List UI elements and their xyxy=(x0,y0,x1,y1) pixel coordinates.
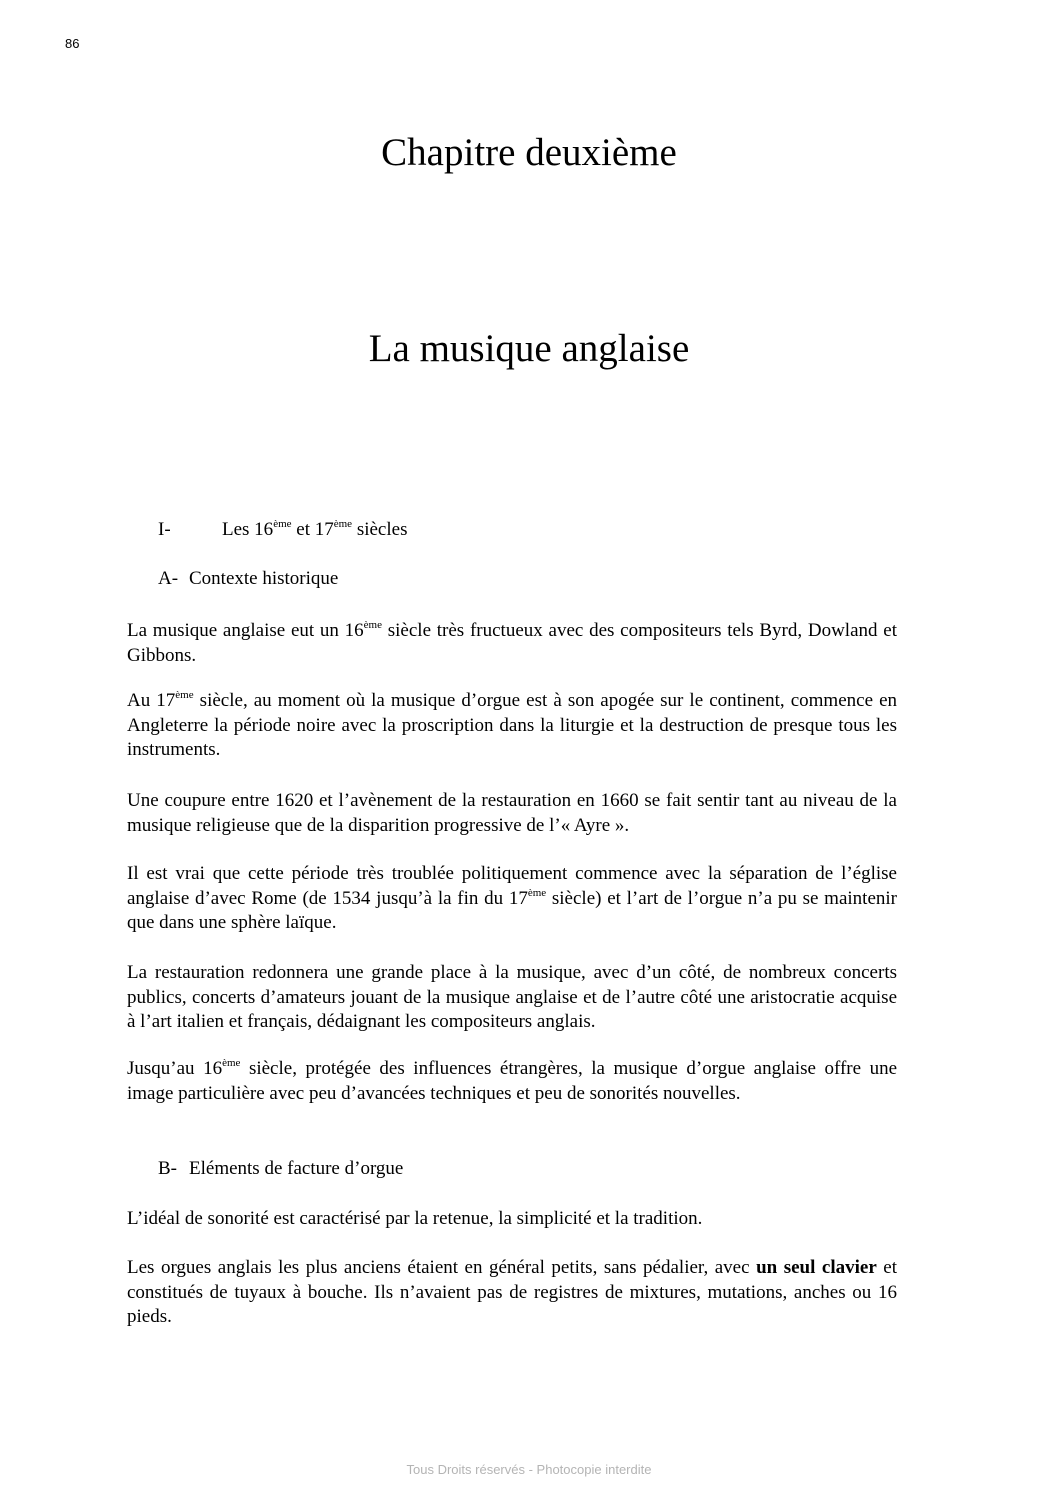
subsection-heading-a xyxy=(158,567,338,591)
paragraph-4 xyxy=(127,862,897,936)
paragraph-text: siècle, protégée des influences étrangères, la musique d’orgue anglaise offre une image particulière avec peu d’avancées techniques et peu de sonorités nouvelles. xyxy=(127,1058,897,1104)
superscript: ème xyxy=(333,518,353,530)
paragraph-text: et constitués de tuyaux à bouche. Ils n’avaient pas de registres de mixtures, mutations, anches ou 16 pieds. xyxy=(127,1257,897,1327)
paragraph-3: Une coupure entre 1620 et l’avènement de la restauration en 1660 se fait sentir tant au niveau de la musique religieuse que de la disparition progressive de l’« Ayre ». xyxy=(127,790,897,836)
paragraph-7: L’idéal de sonorité est caractérisé par la retenue, la simplicité et la tradition. xyxy=(127,1208,703,1229)
paragraph-text: siècle) et l’art de l’orgue n’a pu se maintenir que dans une sphère laïque. xyxy=(127,887,897,933)
paragraph-text: Les orgues anglais les plus anciens étaient en général petits, sans pédalier, avec xyxy=(127,1257,757,1278)
paragraph-6 xyxy=(127,1057,897,1106)
superscript: ème xyxy=(175,689,194,701)
paragraph-text: Au 17 xyxy=(127,690,176,711)
paragraph-5: La restauration redonnera une grande place à la musique, avec d’un côté, de nombreux concerts publics, concerts d’amateurs jouant de la musique anglaise et de l’autre côté une aristocratie acquise à l’art italien et français, dédaignant les compositeurs anglais. xyxy=(127,962,897,1032)
chapter-subtitle: La musique anglaise xyxy=(368,327,690,370)
chapter-title: Chapitre deuxième xyxy=(381,131,677,174)
paragraph-text: La musique anglaise eut un 16 xyxy=(127,620,364,641)
section-number: I- xyxy=(158,519,171,540)
superscript: ème xyxy=(273,518,292,530)
subsection-heading-b xyxy=(158,1157,403,1181)
subsection-title: Eléments de facture d’orgue xyxy=(189,1158,404,1179)
superscript: ème xyxy=(222,1057,241,1069)
paragraph-8 xyxy=(127,1256,897,1330)
superscript: ème xyxy=(363,619,382,631)
section-label-part: et 17 xyxy=(291,519,334,540)
paragraph-text: Jusqu’au 16 xyxy=(127,1058,223,1079)
superscript: ème xyxy=(527,886,547,899)
page-number: 86 xyxy=(65,36,80,51)
paragraph-1 xyxy=(127,619,897,668)
paragraph-text: Il est vrai que cette période très troublée politiquement commence avec la séparation de l’église anglaise d’avec Rome (de 1534 jusqu’à la fin du 17 xyxy=(127,863,897,909)
subsection-title: Contexte historique xyxy=(189,568,339,589)
section-label-part: Les 16 xyxy=(222,519,274,540)
subsection-letter: B- xyxy=(158,1158,177,1179)
section-heading-1 xyxy=(158,518,407,542)
section-label-part: siècles xyxy=(352,519,408,540)
paragraph-text: siècle, au moment où la musique d’orgue est à son apogée sur le continent, commence en Angleterre la période noire avec la proscription dans la liturgie et la destruction de presque tous les instruments. xyxy=(127,690,897,760)
paragraph-2 xyxy=(127,689,897,763)
subsection-letter: A- xyxy=(158,568,179,589)
copyright-footer: Tous Droits réservés - Photocopie interdite xyxy=(406,1462,652,1477)
paragraph-text: siècle très fructueux avec des compositeurs tels Byrd, Dowland et Gibbons. xyxy=(127,620,897,666)
bold-text: un seul clavier xyxy=(756,1257,877,1278)
